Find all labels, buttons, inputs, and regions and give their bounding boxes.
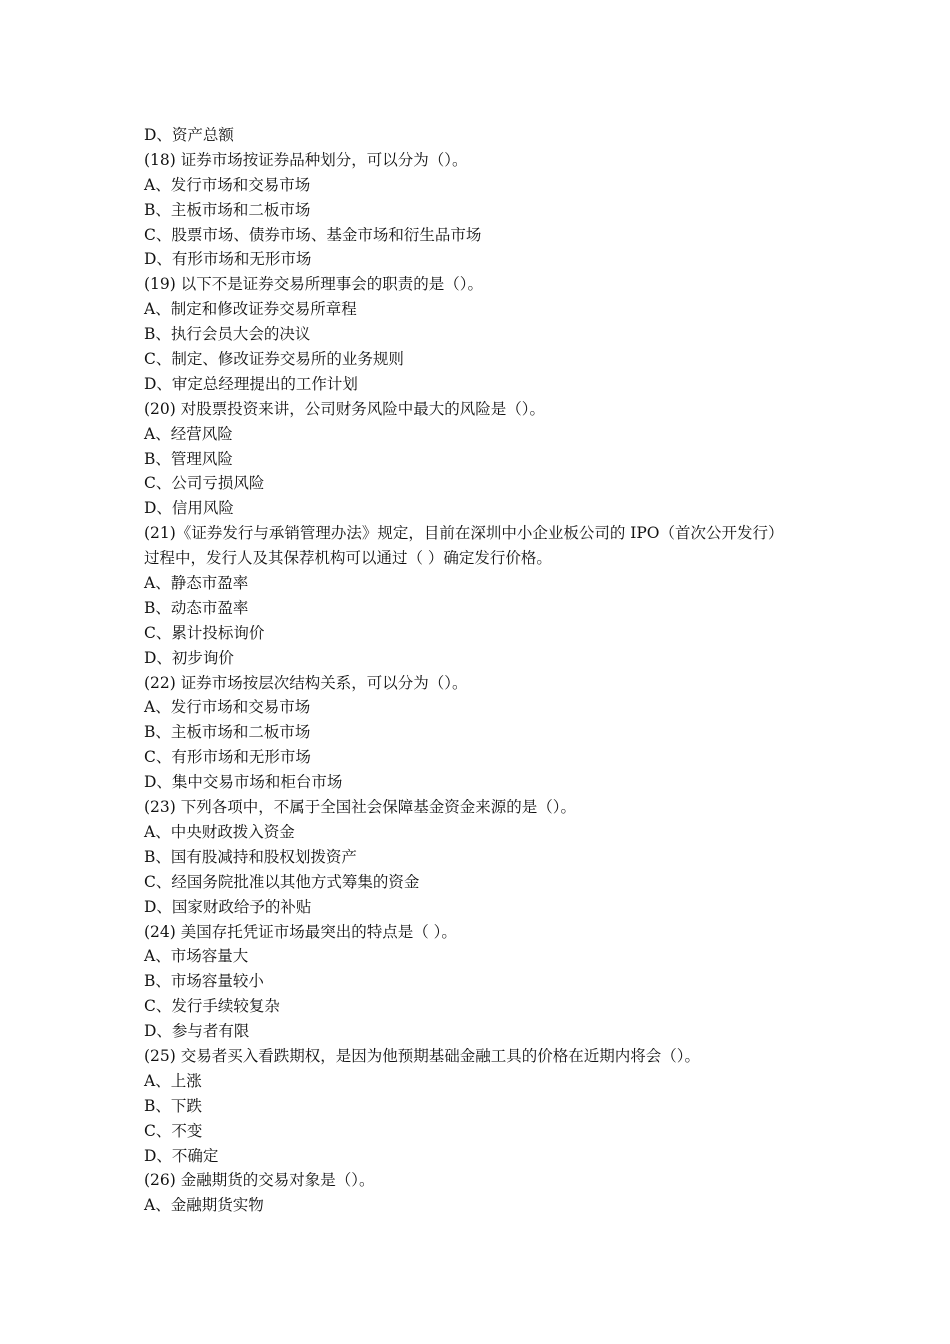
question-23: (23) 下列各项中，不属于全国社会保障基金资金来源的是（）。: [144, 798, 576, 817]
option-line: B、主板市场和二板市场: [144, 200, 311, 219]
option-line: C、股票市场、债券市场、基金市场和衍生品市场: [144, 225, 482, 244]
option-line: A、市场容量大: [144, 947, 249, 966]
option-line: B、国有股减持和股权划拨资产: [144, 847, 357, 866]
option-line: A、经营风险: [144, 424, 233, 443]
question-26: (26) 金融期货的交易对象是（）。: [144, 1171, 375, 1190]
question-18: (18) 证券市场按证券品种划分，可以分为（）。: [144, 150, 468, 169]
option-line: C、累计投标询价: [144, 623, 265, 642]
question-24: (24) 美国存托凭证市场最突出的特点是（ ）。: [144, 922, 457, 941]
question-21-continued: 过程中，发行人及其保荐机构可以通过（ ）确定发行价格。: [144, 549, 552, 568]
option-line: D、参与者有限: [144, 1022, 250, 1041]
question-19: (19) 以下不是证券交易所理事会的职责的是（）。: [144, 275, 483, 294]
option-line: D、信用风险: [144, 499, 234, 518]
option-line: C、制定、修改证券交易所的业务规则: [144, 350, 404, 369]
option-line: D、审定总经理提出的工作计划: [144, 374, 358, 393]
option-line: D、集中交易市场和柜台市场: [144, 773, 343, 792]
option-line: C、公司亏损风险: [144, 474, 265, 493]
option-line: C、经国务院批准以其他方式筹集的资金: [144, 872, 420, 891]
option-line: A、上涨: [144, 1071, 202, 1090]
option-line: C、有形市场和无形市场: [144, 748, 311, 767]
option-line: D、初步询价: [144, 648, 234, 667]
option-line: B、市场容量较小: [144, 972, 264, 991]
option-line: A、中央财政拨入资金: [144, 822, 295, 841]
question-20: (20) 对股票投资来讲，公司财务风险中最大的风险是（）。: [144, 399, 545, 418]
question-21: (21)《证券发行与承销管理办法》规定，目前在深圳中小企业板公司的 IPO（首次公开发行）: [144, 524, 784, 543]
option-line: C、不变: [144, 1121, 203, 1140]
option-line: A、静态市盈率: [144, 574, 249, 593]
option-line: B、执行会员大会的决议: [144, 325, 311, 344]
option-line: B、下跌: [144, 1096, 202, 1115]
option-line: C、发行手续较复杂: [144, 997, 280, 1016]
option-line: A、制定和修改证券交易所章程: [144, 300, 357, 319]
option-line: D、国家财政给予的补贴: [144, 897, 312, 916]
option-line: D、资产总额: [144, 126, 234, 144]
option-line: A、金融期货实物: [144, 1196, 264, 1215]
option-line: A、发行市场和交易市场: [144, 698, 311, 717]
question-25: (25) 交易者买入看跌期权，是因为他预期基础金融工具的价格在近期内将会（）。: [144, 1046, 700, 1065]
option-line: B、管理风险: [144, 449, 233, 468]
option-line: A、发行市场和交易市场: [144, 175, 311, 194]
option-line: B、动态市盈率: [144, 598, 249, 617]
option-line: B、主板市场和二板市场: [144, 723, 311, 742]
document-body: [144, 123, 824, 1218]
option-line: D、不确定: [144, 1146, 219, 1165]
option-line: D、有形市场和无形市场: [144, 250, 312, 269]
question-22: (22) 证券市场按层次结构关系，可以分为（）。: [144, 673, 468, 692]
